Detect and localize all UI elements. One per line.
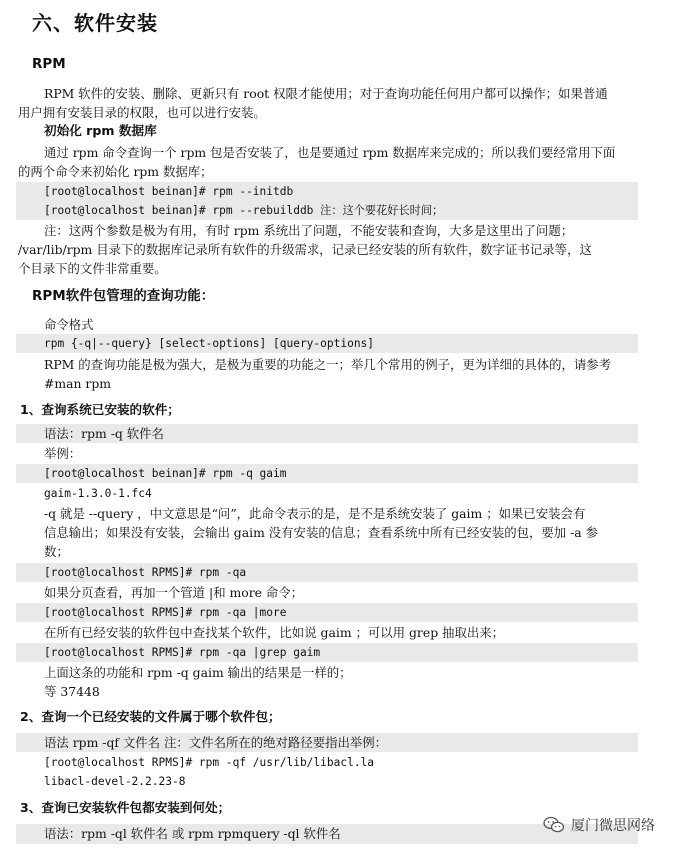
query-format-code: rpm {-q|--query} [select-options] [query-options] (44, 337, 375, 350)
sec1-syntax: 语法：rpm -q 软件名 (44, 426, 164, 441)
sec1-count: 等 37448 (44, 684, 100, 699)
intro-line-1: RPM 软件的安装、删除、更新只有 root 权限才能使用；对于查询功能任何用户都可以操作；如果普通 (44, 86, 608, 101)
sec1-explain-2: 信息输出；如果没有安装，会输出 gaim 没有安装的信息；查看系统中所有已经安装的包，要加 -a 参 (44, 525, 598, 540)
sec3-heading: 3、查询已安装软件包都安装到何处； (20, 800, 231, 815)
init-db-desc-1: 通过 rpm 命令查询一个 rpm 包是否安装了，也是要通过 rpm 数据库来完成的；所以我们要经常用下面 (44, 145, 616, 160)
sec1-cmd-grep: [root@localhost RPMS]# rpm -qa |grep gaim (44, 646, 321, 659)
sec1-explain-1: -q 就是 --query ，中文意思是“问”，此命令表示的是，是不是系统安装了 gaim ；如果已安装会有 (44, 506, 586, 521)
sec2-output: libacl-devel-2.2.23-8 (44, 775, 186, 788)
sec2-syntax: 语法 rpm -qf 文件名 注：文件名所在的绝对路径要指出举例： (44, 735, 388, 750)
sec1-heading: 1、查询系统已安装的软件； (20, 402, 180, 417)
wechat-icon (543, 816, 565, 834)
query-desc-1: RPM 的查询功能是极为强大，是极为重要的功能之一；举几个常用的例子，更为详细的具体的，请参考 (44, 357, 612, 372)
intro-line-2: 用户拥有安装目录的权限，也可以进行安装。 (18, 105, 266, 120)
sec1-pager-note: 如果分页查看，再加一个管道 |和 more 命令； (44, 585, 304, 600)
query-format-label: 命令格式 (44, 317, 94, 332)
init-db-note-2: /var/lib/rpm 目录下的数据库记录所有软件的升级需求，记录已经安装的所有软件，数字证书记录等，这 (18, 242, 592, 257)
query-heading: RPM软件包管理的查询功能： (32, 288, 215, 304)
sec1-explain-3: 数； (44, 544, 69, 559)
page-title: 六、软件安装 (32, 11, 158, 35)
sec3-syntax: 语法：rpm -ql 软件名 或 rpm rpmquery -ql 软件名 (44, 826, 341, 841)
sec1-same-note: 上面这条的功能和 rpm -q gaim 输出的结果是一样的； (44, 665, 352, 680)
sec1-cmd-qa: [root@localhost RPMS]# rpm -qa (44, 566, 247, 579)
query-desc-2: #man rpm (44, 376, 112, 391)
init-db-note-3: 个目录下的文件非常重要。 (18, 261, 167, 276)
sec2-heading: 2、查询一个已经安装的文件属于哪个软件包； (20, 709, 281, 724)
section-heading-rpm: RPM (32, 56, 66, 72)
sec1-grep-note: 在所有已经安装的软件包中查找某个软件，比如说 gaim ；可以用 grep 抽取出来； (44, 625, 505, 640)
code-line-rebuilddb: [root@localhost beinan]# rpm --rebuilddb 注：这个要花好长时间； (44, 204, 444, 217)
watermark-text: 厦门微思网络 (571, 818, 655, 834)
sec1-cmd-more: [root@localhost RPMS]# rpm -qa |more (44, 606, 287, 619)
sec1-example-label: 举例： (44, 446, 82, 461)
sec1-output: gaim-1.3.0-1.fc4 (44, 487, 152, 500)
init-db-heading: 初始化 rpm 数据库 (44, 123, 157, 138)
init-db-note-1: 注：这两个参数是极为有用，有时 rpm 系统出了问题，不能安装和查询，大多是这里出了问题； (44, 223, 574, 238)
sec2-cmd: [root@localhost RPMS]# rpm -qf /usr/lib/libacl.la (44, 756, 375, 769)
init-db-desc-2: 的两个命令来初始化 rpm 数据库； (18, 164, 213, 179)
sec1-cmd: [root@localhost beinan]# rpm -q gaim (44, 467, 287, 480)
watermark (543, 815, 655, 835)
code-line-initdb: [root@localhost beinan]# rpm --initdb (44, 185, 294, 198)
